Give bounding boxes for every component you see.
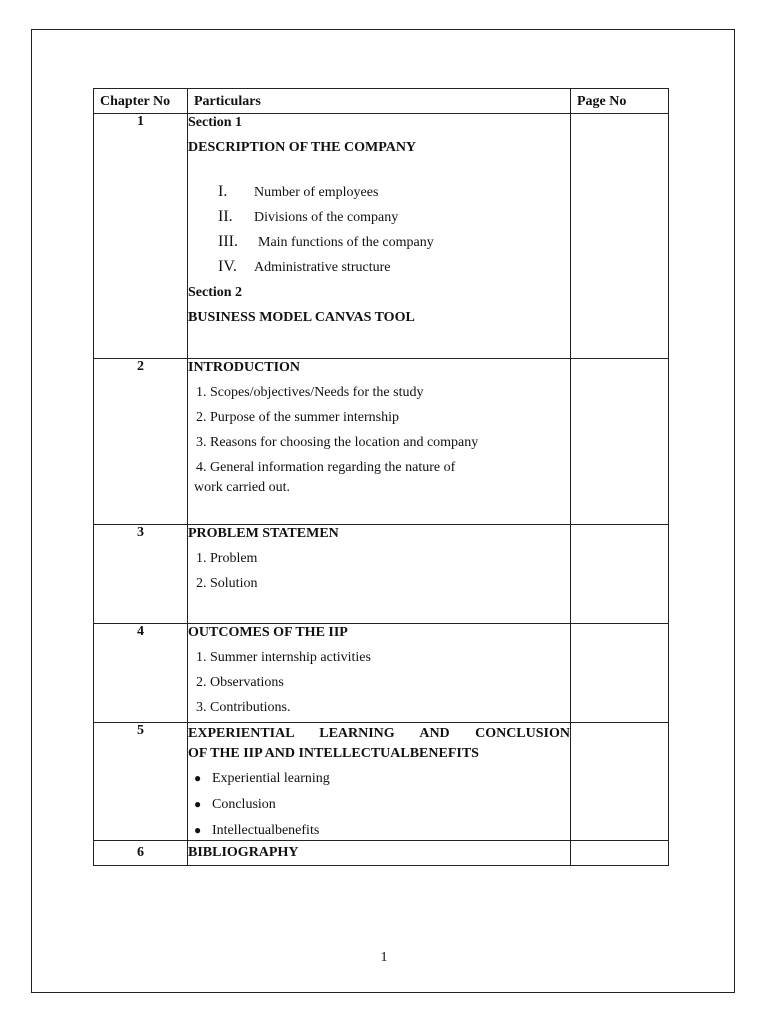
list-item-text: Conclusion (212, 797, 276, 812)
list-item-text: Administrative structure (254, 260, 391, 275)
page-number-cell (571, 525, 669, 624)
list-item: 1. Summer internship activities (196, 650, 371, 665)
bullet-icon: ● (194, 797, 202, 811)
table-row (94, 525, 669, 624)
particulars-cell (188, 359, 571, 525)
table-of-contents (93, 88, 669, 866)
chapter-title-line: EXPERIENTIAL LEARNING AND CONCLUSION (188, 726, 570, 741)
table-row (94, 114, 669, 359)
chapter-number: 5 (94, 723, 188, 841)
list-item: 3. Contributions. (196, 700, 291, 715)
table-row (94, 624, 669, 723)
page-number: 1 (380, 950, 388, 965)
section-title: DESCRIPTION OF THE COMPANY (188, 140, 417, 155)
list-item-numeral: III. (218, 233, 238, 250)
chapter-number: 6 (94, 841, 188, 866)
list-item (188, 184, 570, 209)
table-row (94, 841, 669, 866)
header-page-no: Page No (571, 89, 669, 114)
chapter-title: OUTCOMES OF THE IIP (188, 625, 348, 640)
particulars-cell (188, 723, 571, 841)
chapter-number: 4 (94, 624, 188, 723)
chapter-title: BIBLIOGRAPHY (188, 845, 299, 860)
list-item: 2. Solution (196, 576, 258, 591)
page-number-cell (571, 841, 669, 866)
bullet-icon: ● (194, 823, 202, 837)
list-item-numeral: I. (218, 183, 228, 200)
list-item-text: Number of employees (254, 185, 379, 200)
list-item: 2. Observations (196, 675, 284, 690)
particulars-cell (188, 624, 571, 723)
list-item (188, 822, 570, 840)
page-number-cell (571, 359, 669, 525)
list-item: 2. Purpose of the summer internship (196, 410, 399, 425)
list-item (188, 259, 570, 284)
particulars-cell (188, 114, 571, 359)
list-item-numeral: II. (218, 208, 233, 225)
chapter-number: 1 (94, 114, 188, 359)
header-chapter-no: Chapter No (94, 89, 188, 114)
table-header-row (94, 89, 669, 114)
list-item: 1. Problem (196, 551, 258, 566)
chapter-number: 3 (94, 525, 188, 624)
section-title: BUSINESS MODEL CANVAS TOOL (188, 310, 415, 325)
list-item (188, 209, 570, 234)
list-item: 1. Scopes/objectives/Needs for the study (196, 385, 424, 400)
list-item (188, 234, 570, 259)
bullet-icon: ● (194, 771, 202, 785)
list-item: 3. Reasons for choosing the location and company (196, 435, 479, 450)
list-item (188, 796, 570, 822)
chapter-title: INTRODUCTION (188, 360, 301, 375)
list-item-text: Main functions of the company (258, 235, 434, 250)
list-item-text: Intellectualbenefits (212, 823, 320, 838)
list-item-text: Divisions of the company (254, 210, 399, 225)
table-row (94, 723, 669, 841)
section-label: Section 1 (188, 115, 243, 130)
list-item (188, 770, 570, 796)
page-number-cell (571, 723, 669, 841)
list-item-text: Experiential learning (212, 771, 330, 786)
section-label: Section 2 (188, 285, 243, 300)
chapter-title: PROBLEM STATEMEN (188, 526, 339, 541)
list-item: 4. General information regarding the nature of (196, 460, 456, 475)
page-number-cell (571, 114, 669, 359)
chapter-number: 2 (94, 359, 188, 525)
header-particulars: Particulars (188, 89, 571, 114)
list-item-continuation: work carried out. (194, 480, 291, 495)
chapter-title-line: OF THE IIP AND INTELLECTUALBENEFITS (188, 746, 479, 761)
list-item-numeral: IV. (218, 258, 237, 275)
table-row (94, 359, 669, 525)
particulars-cell (188, 525, 571, 624)
page-number-cell (571, 624, 669, 723)
particulars-cell (188, 841, 571, 866)
